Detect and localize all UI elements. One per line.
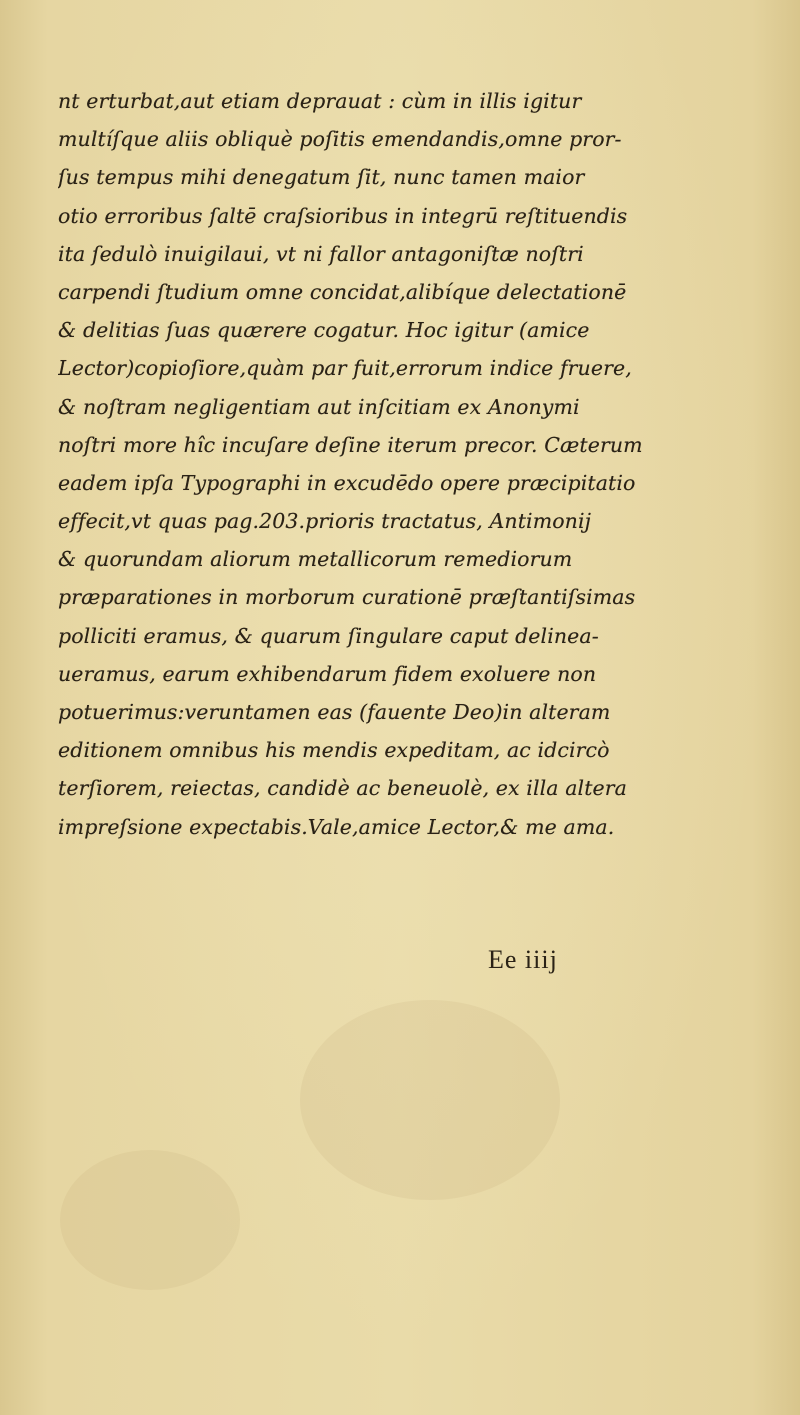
text-line: ita ſedulò inuigilaui, vt ni fallor antagoniſtæ noſtri	[58, 241, 584, 266]
text-line: præparationes in morborum curationē præſtantiſsimas	[58, 585, 636, 610]
text-line: & delitias ſuas quærere cogatur. Hoc igitur (amice	[58, 318, 590, 343]
paper-stain	[60, 1150, 240, 1290]
text-line: polliciti eramus, & quarum ſingulare caput delinea-	[58, 623, 599, 648]
signature-mark: Ee iiij	[488, 945, 558, 974]
text-line: & noſtram negligentiam aut inſcitiam ex Anonymi	[58, 394, 580, 419]
paper-stain	[300, 1000, 560, 1200]
text-line: eadem ipſa Typographi in excudēdo opere præcipitatio	[58, 470, 636, 495]
text-line: nt erturbat,aut etiam deprauat : cùm in illis igitur	[58, 89, 582, 113]
text-line: Lector)copioſiore,quàm par fuit,errorum indice fruere,	[58, 356, 632, 381]
text-line: ueramus, earum exhibendarum fidem exoluere non	[58, 661, 597, 686]
body-text	[58, 82, 748, 846]
text-line: terſiorem, reiectas, candidè ac beneuolè, ex illa altera	[58, 776, 627, 801]
text-line: carpendi ſtudium omne concidat,alibíque delectationē	[58, 279, 627, 304]
text-line: ſus tempus mihi denegatum ſit, nunc tamen maior	[58, 165, 585, 190]
text-line: editionem omnibus his mendis expeditam, ac idcircò	[58, 738, 610, 763]
text-line: potuerimus:veruntamen eas (fauente Deo)in alteram	[58, 700, 611, 724]
text-line: & quorundam aliorum metallicorum remediorum	[58, 547, 573, 572]
text-line: effecit,vt quas pag.203.prioris tractatus, Antimonij	[58, 509, 592, 534]
text-line: noſtri more hîc incuſare deſine iterum precor. Cæterum	[58, 432, 643, 457]
text-line: multíſque aliis obliquè poſitis emendandis,omne pror-	[58, 127, 622, 152]
text-line: impreſsione expectabis.Vale,amice Lector,& me ama.	[58, 814, 615, 839]
text-line: otio erroribus ſaltē craſsioribus in integrū reſtituendis	[58, 203, 628, 228]
